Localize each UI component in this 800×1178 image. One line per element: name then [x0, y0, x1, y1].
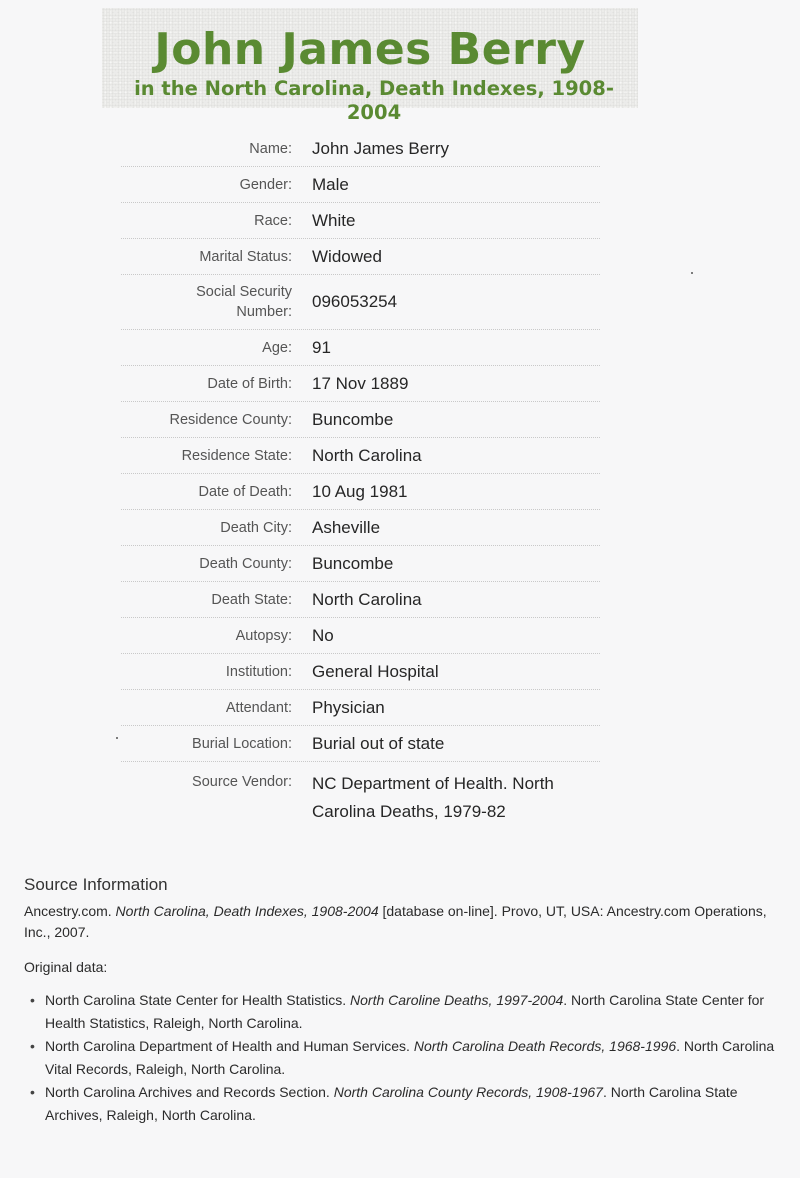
record-row-burial-location [121, 726, 600, 762]
field-value: North Carolina [312, 445, 422, 465]
field-value: Buncombe [312, 409, 394, 429]
record-row-death-county [121, 546, 600, 582]
field-label: Death State: [211, 591, 292, 608]
record-row-date-of-death [121, 474, 600, 510]
field-label: Race: [254, 212, 292, 229]
field-label: Social Security Number: [196, 284, 292, 320]
field-label: Autopsy: [235, 627, 292, 644]
field-label: Date of Death: [198, 483, 292, 500]
field-value: North Carolina [312, 589, 422, 609]
bullet-icon: • [30, 1038, 35, 1054]
field-label: Age: [262, 339, 292, 356]
field-value: Asheville [312, 517, 381, 537]
original-data-item [24, 989, 784, 1035]
bullet-icon: • [30, 1084, 35, 1100]
item-prefix: North Carolina State Center for Health Statistics. [45, 992, 351, 1008]
record-row-date-of-birth [121, 366, 600, 402]
field-label: Death County: [199, 555, 292, 572]
scan-speck [116, 737, 118, 739]
record-details-table [121, 131, 600, 826]
item-title: North Carolina County Records, 1908-1967 [333, 1084, 603, 1100]
field-value: Physician [312, 697, 385, 717]
record-row-attendant [121, 690, 600, 726]
bullet-icon: • [30, 992, 35, 1008]
record-row-institution [121, 654, 600, 690]
item-prefix: North Carolina Archives and Records Section. [45, 1084, 334, 1100]
record-row-gender [121, 167, 600, 203]
record-row-residence-county [121, 402, 600, 438]
record-row-death-state [121, 582, 600, 618]
field-label: Residence County: [169, 411, 292, 428]
record-row-age [121, 330, 600, 366]
record-row-race [121, 203, 600, 239]
record-row-source-vendor [121, 762, 600, 826]
record-row-death-city [121, 510, 600, 546]
field-label: Marital Status: [199, 248, 292, 265]
field-value: 096053254 [312, 292, 398, 311]
item-suffix: . North Carolina Vital Records, Raleigh, North Carolina. [45, 1038, 775, 1077]
field-value: General Hospital [312, 661, 439, 681]
original-data-item [24, 1081, 784, 1127]
original-data-list [24, 989, 784, 1127]
field-label: Residence State: [181, 447, 292, 464]
original-data-item [24, 1035, 784, 1081]
record-row-residence-state [121, 438, 600, 474]
citation-prefix: Ancestry.com. [24, 903, 116, 919]
source-information [24, 873, 784, 1127]
item-suffix: . North Carolina State Center for Health Statistics, Raleigh, North Carolina. [45, 992, 765, 1031]
citation-title: North Carolina, Death Indexes, 1908-2004 [115, 903, 379, 919]
field-label: Burial Location: [192, 735, 292, 752]
item-suffix: . North Carolina State Archives, Raleigh, North Carolina. [45, 1084, 738, 1123]
record-row-autopsy [121, 618, 600, 654]
field-value: 91 [312, 337, 331, 357]
field-value: Widowed [312, 246, 382, 266]
item-title: North Caroline Deaths, 1997-2004 [350, 992, 564, 1008]
field-value: NC Department of Health. North Carolina Deaths, 1979-82 [312, 774, 554, 821]
field-label: Date of Birth: [207, 375, 292, 392]
field-label: Gender: [239, 176, 292, 193]
field-label: Death City: [220, 519, 292, 536]
original-data-label: Original data: [24, 959, 108, 975]
source-citation [24, 901, 784, 943]
field-label: Attendant: [225, 699, 292, 716]
source-heading: Source Information [24, 875, 168, 894]
record-row-ssn [121, 275, 600, 330]
scan-speck [691, 272, 693, 274]
field-value: Burial out of state [312, 733, 445, 753]
field-value: No [312, 625, 334, 645]
record-row-name [121, 131, 600, 167]
page-title: John James Berry [154, 24, 586, 75]
field-value: 17 Nov 1889 [312, 373, 409, 393]
field-value: 10 Aug 1981 [312, 481, 408, 501]
field-value: Male [312, 174, 349, 194]
page-subtitle: in the North Carolina, Death Indexes, 1908-2004 [134, 77, 614, 124]
title-banner [102, 8, 638, 124]
field-label: Source Vendor: [192, 774, 292, 790]
field-value: White [312, 210, 356, 230]
field-label: Institution: [225, 663, 292, 680]
field-value: Buncombe [312, 553, 394, 573]
item-prefix: North Carolina Department of Health and Human Services. [45, 1038, 414, 1054]
citation-suffix: [database on-line]. Provo, UT, USA: Ancestry.com Operations, Inc., 2007. [24, 903, 767, 940]
field-label: Name: [249, 140, 292, 157]
record-row-marital-status [121, 239, 600, 275]
field-value: John James Berry [312, 138, 449, 158]
item-title: North Carolina Death Records, 1968-1996 [413, 1038, 677, 1054]
